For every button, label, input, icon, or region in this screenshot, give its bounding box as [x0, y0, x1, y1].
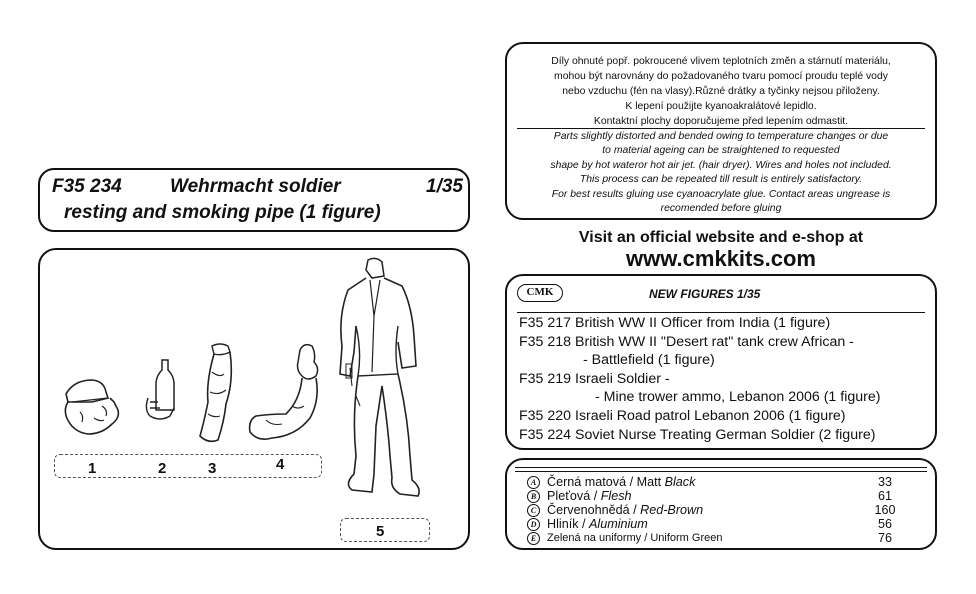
list-item: F35 224 Soviet Nurse Treating German Soldier (2 figure) — [519, 426, 876, 443]
part-5-body-drawing — [332, 256, 442, 506]
notice-english-line: shape by hot wateror hot air jet. (hair dryer). Wires and holes not included. — [550, 159, 892, 171]
notice-czech — [507, 54, 935, 129]
new-figures-title: NEW FIGURES 1/35 — [649, 287, 761, 301]
color-letter-badge: B — [527, 490, 540, 503]
color-letter-badge: E — [527, 532, 540, 545]
notice-english-line: For best results gluing use cyanoacrylate glue. Contact areas ungrease is — [551, 188, 891, 200]
colors-top-rule — [515, 467, 927, 468]
product-code: F35 234 — [52, 176, 122, 197]
part-1-head-drawing — [58, 372, 136, 444]
color-row-d — [527, 518, 905, 532]
color-letter-badge: A — [527, 476, 540, 489]
list-item: - Mine trower ammo, Lebanon 2006 (1 figure) — [595, 389, 881, 406]
list-item: F35 218 British WW II "Desert rat" tank crew African - — [519, 333, 854, 350]
part-2-hand-drawing — [140, 358, 180, 424]
website-url[interactable]: www.cmkkits.com — [626, 246, 816, 271]
part-4-arm-drawing — [246, 340, 328, 444]
list-item: F35 219 Israeli Soldier - — [519, 370, 670, 387]
list-item: F35 220 Israeli Road patrol Lebanon 2006 (1 figure) — [519, 407, 846, 424]
color-code: 76 — [877, 531, 892, 545]
new-figures-list — [519, 314, 931, 444]
part-number-1: 1 — [88, 460, 97, 477]
color-letter-badge: D — [527, 518, 540, 531]
notice-english-line: Parts slightly distorted and bended owing to temperature changes or due — [553, 131, 889, 142]
product-scale: 1/35 — [426, 176, 463, 197]
website-caption: Visit an official website and e-shop at — [578, 229, 864, 246]
new-figures-header — [517, 284, 925, 304]
notice-czech-line: nebo vzduchu (fén na vlasy).Různé drátky a tyčinky nejsou přiloženy. — [562, 86, 880, 97]
new-figures-divider — [517, 312, 925, 313]
list-item: - Battlefield (1 figure) — [583, 352, 715, 369]
notice-czech-line: Kontaktní plochy doporučujeme před lepením odmastit. — [593, 116, 849, 127]
colors-top-rule — [515, 471, 927, 472]
notice-czech-line: mohou být narovnány do požadovaného tvaru pomocí proudu teplé vody — [554, 71, 888, 82]
new-figures-box — [505, 274, 937, 450]
color-name: Černá matová / Matt Black — [547, 475, 696, 489]
product-name: Wehrmacht soldier — [170, 176, 341, 197]
notice-czech-line: K lepení použijte kyanoakralátové lepidlo. — [625, 101, 817, 112]
paint-colors-box — [505, 458, 937, 550]
parts-box — [38, 248, 470, 550]
part-3-arm-drawing — [194, 342, 240, 446]
notice-english — [507, 130, 935, 216]
color-code: 160 — [874, 503, 896, 517]
list-item: F35 217 British WW II Officer from India (1 figure) — [519, 315, 831, 331]
part-number-5: 5 — [376, 523, 385, 540]
color-code: 33 — [877, 475, 892, 489]
color-name: Červenohnědá / Red-Brown — [547, 503, 704, 517]
notice-english-line: to material ageing can be straightened to requested — [602, 145, 840, 157]
notice-box — [505, 42, 937, 220]
notice-english-line: This process can be repeated till result is entirely satisfactory. — [579, 174, 863, 186]
part-5-tray — [340, 518, 430, 542]
color-row-c — [527, 504, 905, 518]
color-letter-badge: C — [527, 504, 540, 517]
title-box — [38, 168, 470, 232]
color-code: 56 — [877, 517, 892, 531]
notice-english-line: recomended before gluing — [660, 203, 782, 215]
color-code: 61 — [877, 489, 892, 503]
color-name: Zelená na uniformy / Uniform Green — [547, 532, 723, 544]
title-line — [52, 176, 463, 198]
color-name: Pleťová / Flesh — [547, 489, 632, 503]
color-row-e — [527, 532, 905, 546]
part-number-2: 2 — [158, 460, 167, 477]
cmk-logo: CMK — [517, 284, 563, 302]
notice-divider — [517, 128, 925, 129]
part-number-3: 3 — [208, 460, 217, 477]
part-number-4: 4 — [276, 456, 285, 473]
color-row-a — [527, 476, 905, 490]
color-name: Hliník / Aluminium — [547, 517, 648, 531]
product-subtitle: resting and smoking pipe (1 figure) — [64, 202, 381, 223]
color-row-b — [527, 490, 905, 504]
notice-czech-line: Díly ohnuté popř. pokroucené vlivem teplotních změn a stárnutí materiálu, — [551, 56, 891, 67]
